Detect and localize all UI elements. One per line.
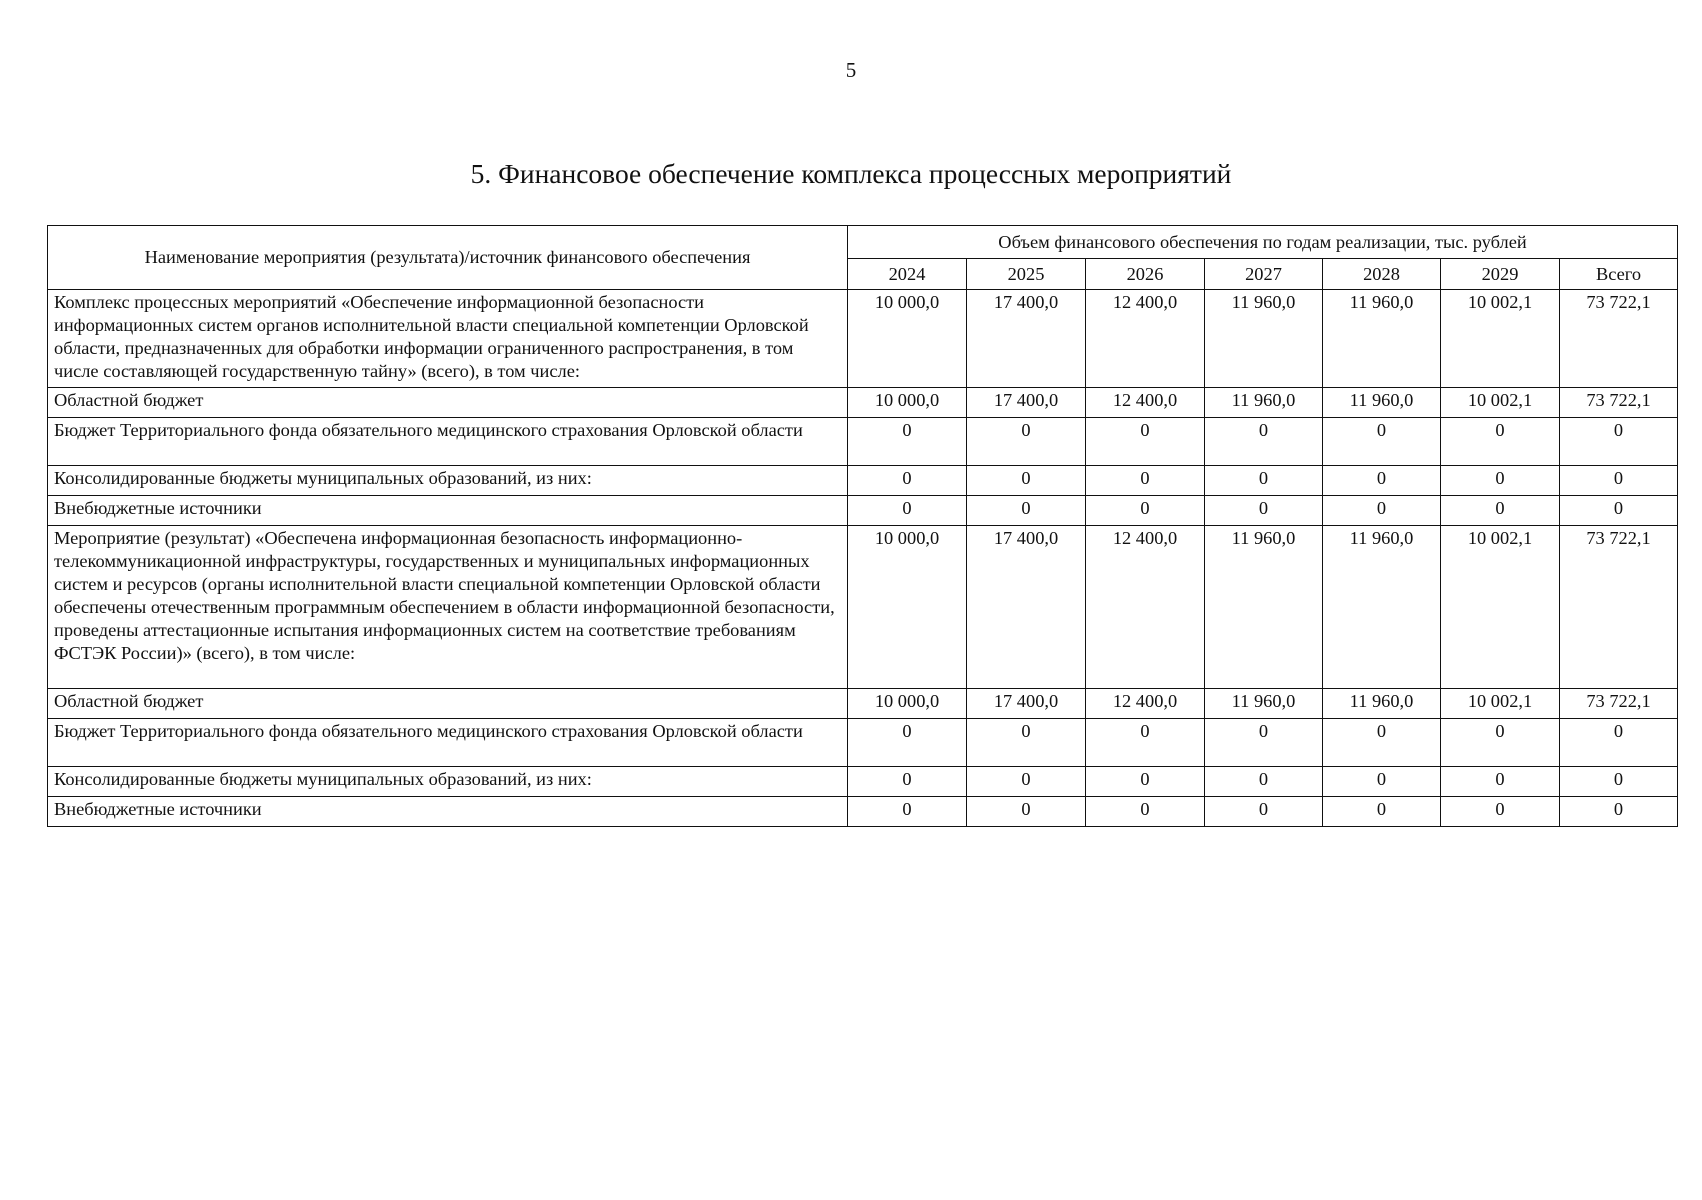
value-cell: 0 bbox=[967, 418, 1086, 466]
row-name: Мероприятие (результат) «Обеспечена информационная безопасность информационно-телекоммуникационной инфраструктуры, государственных и муниципальных информационных систем и ресурсов (органы исполнительной власти специальной компетенции Орловской области обеспечены отечественным программным обеспечением в области информационной безопасности, проведены аттестационные испытания информационных систем на соответствие требованиям ФСТЭК России)» (всего), в том числе: bbox=[48, 526, 848, 689]
value-cell: 0 bbox=[848, 797, 967, 827]
financing-table bbox=[47, 225, 1678, 827]
value-cell: 0 bbox=[1441, 418, 1560, 466]
value-cell: 10 002,1 bbox=[1441, 290, 1560, 388]
value-cell: 0 bbox=[1086, 767, 1205, 797]
value-cell: 17 400,0 bbox=[967, 290, 1086, 388]
value-cell: 0 bbox=[1086, 496, 1205, 526]
value-cell: 0 bbox=[967, 719, 1086, 767]
value-cell: 0 bbox=[1086, 418, 1205, 466]
table-header bbox=[48, 226, 1678, 290]
value-cell: 12 400,0 bbox=[1086, 689, 1205, 719]
total-header: Всего bbox=[1560, 259, 1678, 290]
value-cell: 0 bbox=[1441, 719, 1560, 767]
year-header: 2024 bbox=[848, 259, 967, 290]
total-cell: 73 722,1 bbox=[1560, 526, 1678, 689]
value-cell: 12 400,0 bbox=[1086, 388, 1205, 418]
row-name: Консолидированные бюджеты муниципальных образований, из них: bbox=[48, 466, 848, 496]
value-cell: 0 bbox=[1441, 797, 1560, 827]
value-cell: 11 960,0 bbox=[1323, 290, 1441, 388]
row-name: Областной бюджет bbox=[48, 689, 848, 719]
row-name: Бюджет Территориального фонда обязательного медицинского страхования Орловской области bbox=[48, 418, 848, 466]
value-cell: 0 bbox=[1205, 466, 1323, 496]
name-column-header: Наименование мероприятия (результата)/источник финансового обеспечения bbox=[48, 226, 848, 290]
value-cell: 0 bbox=[1323, 797, 1441, 827]
table-row bbox=[48, 290, 1678, 388]
value-cell: 0 bbox=[848, 496, 967, 526]
table-row bbox=[48, 767, 1678, 797]
value-cell: 10 002,1 bbox=[1441, 526, 1560, 689]
value-cell: 10 000,0 bbox=[848, 526, 967, 689]
total-cell: 0 bbox=[1560, 767, 1678, 797]
value-cell: 10 002,1 bbox=[1441, 388, 1560, 418]
table-body bbox=[48, 290, 1678, 827]
value-cell: 0 bbox=[1323, 496, 1441, 526]
value-cell: 11 960,0 bbox=[1323, 526, 1441, 689]
value-cell: 0 bbox=[1205, 767, 1323, 797]
year-header: 2026 bbox=[1086, 259, 1205, 290]
value-cell: 10 000,0 bbox=[848, 388, 967, 418]
page-number: 5 bbox=[845, 58, 857, 82]
value-cell: 0 bbox=[848, 466, 967, 496]
value-cell: 0 bbox=[1205, 719, 1323, 767]
value-cell: 12 400,0 bbox=[1086, 290, 1205, 388]
total-cell: 0 bbox=[1560, 418, 1678, 466]
total-cell: 73 722,1 bbox=[1560, 388, 1678, 418]
value-cell: 17 400,0 bbox=[967, 689, 1086, 719]
value-cell: 11 960,0 bbox=[1205, 290, 1323, 388]
value-cell: 11 960,0 bbox=[1205, 689, 1323, 719]
row-name: Внебюджетные источники bbox=[48, 496, 848, 526]
value-cell: 17 400,0 bbox=[967, 388, 1086, 418]
value-cell: 10 000,0 bbox=[848, 290, 967, 388]
value-cell: 17 400,0 bbox=[967, 526, 1086, 689]
table-row bbox=[48, 388, 1678, 418]
year-header: 2029 bbox=[1441, 259, 1560, 290]
row-name: Внебюджетные источники bbox=[48, 797, 848, 827]
value-cell: 0 bbox=[967, 496, 1086, 526]
value-cell: 0 bbox=[1205, 496, 1323, 526]
table-row bbox=[48, 418, 1678, 466]
value-cell: 0 bbox=[967, 466, 1086, 496]
row-name: Консолидированные бюджеты муниципальных образований, из них: bbox=[48, 767, 848, 797]
value-cell: 0 bbox=[1441, 466, 1560, 496]
value-cell: 0 bbox=[1205, 797, 1323, 827]
total-cell: 0 bbox=[1560, 496, 1678, 526]
value-cell: 0 bbox=[1323, 418, 1441, 466]
table-row bbox=[48, 526, 1678, 689]
table-row bbox=[48, 719, 1678, 767]
table-row bbox=[48, 466, 1678, 496]
value-cell: 0 bbox=[1323, 719, 1441, 767]
value-cell: 0 bbox=[1205, 418, 1323, 466]
year-header: 2025 bbox=[967, 259, 1086, 290]
year-header: 2027 bbox=[1205, 259, 1323, 290]
value-cell: 0 bbox=[1441, 767, 1560, 797]
value-cell: 11 960,0 bbox=[1205, 388, 1323, 418]
value-cell: 0 bbox=[1086, 719, 1205, 767]
table-row bbox=[48, 689, 1678, 719]
value-cell: 0 bbox=[967, 767, 1086, 797]
value-cell: 0 bbox=[1323, 767, 1441, 797]
value-cell: 0 bbox=[848, 719, 967, 767]
row-name: Комплекс процессных мероприятий «Обеспечение информационной безопасности информационных систем органов исполнительной власти специальной компетенции Орловской области, предназначенных для обработки информации ограниченного распространения, в том числе составляющей государственную тайну» (всего), в том числе: bbox=[48, 290, 848, 388]
row-name: Бюджет Территориального фонда обязательного медицинского страхования Орловской области bbox=[48, 719, 848, 767]
volume-header: Объем финансового обеспечения по годам реализации, тыс. рублей bbox=[848, 226, 1678, 259]
total-cell: 73 722,1 bbox=[1560, 689, 1678, 719]
year-header: 2028 bbox=[1323, 259, 1441, 290]
document-title: 5. Финансовое обеспечение комплекса процессных мероприятий bbox=[470, 158, 1232, 189]
total-cell: 0 bbox=[1560, 466, 1678, 496]
total-cell: 0 bbox=[1560, 719, 1678, 767]
value-cell: 11 960,0 bbox=[1323, 388, 1441, 418]
value-cell: 0 bbox=[1086, 797, 1205, 827]
value-cell: 0 bbox=[1086, 466, 1205, 496]
value-cell: 11 960,0 bbox=[1323, 689, 1441, 719]
total-cell: 73 722,1 bbox=[1560, 290, 1678, 388]
value-cell: 0 bbox=[848, 767, 967, 797]
value-cell: 0 bbox=[848, 418, 967, 466]
value-cell: 0 bbox=[967, 797, 1086, 827]
value-cell: 10 000,0 bbox=[848, 689, 967, 719]
value-cell: 0 bbox=[1323, 466, 1441, 496]
table-row bbox=[48, 797, 1678, 827]
table-row bbox=[48, 496, 1678, 526]
value-cell: 0 bbox=[1441, 496, 1560, 526]
value-cell: 12 400,0 bbox=[1086, 526, 1205, 689]
total-cell: 0 bbox=[1560, 797, 1678, 827]
value-cell: 10 002,1 bbox=[1441, 689, 1560, 719]
row-name: Областной бюджет bbox=[48, 388, 848, 418]
value-cell: 11 960,0 bbox=[1205, 526, 1323, 689]
